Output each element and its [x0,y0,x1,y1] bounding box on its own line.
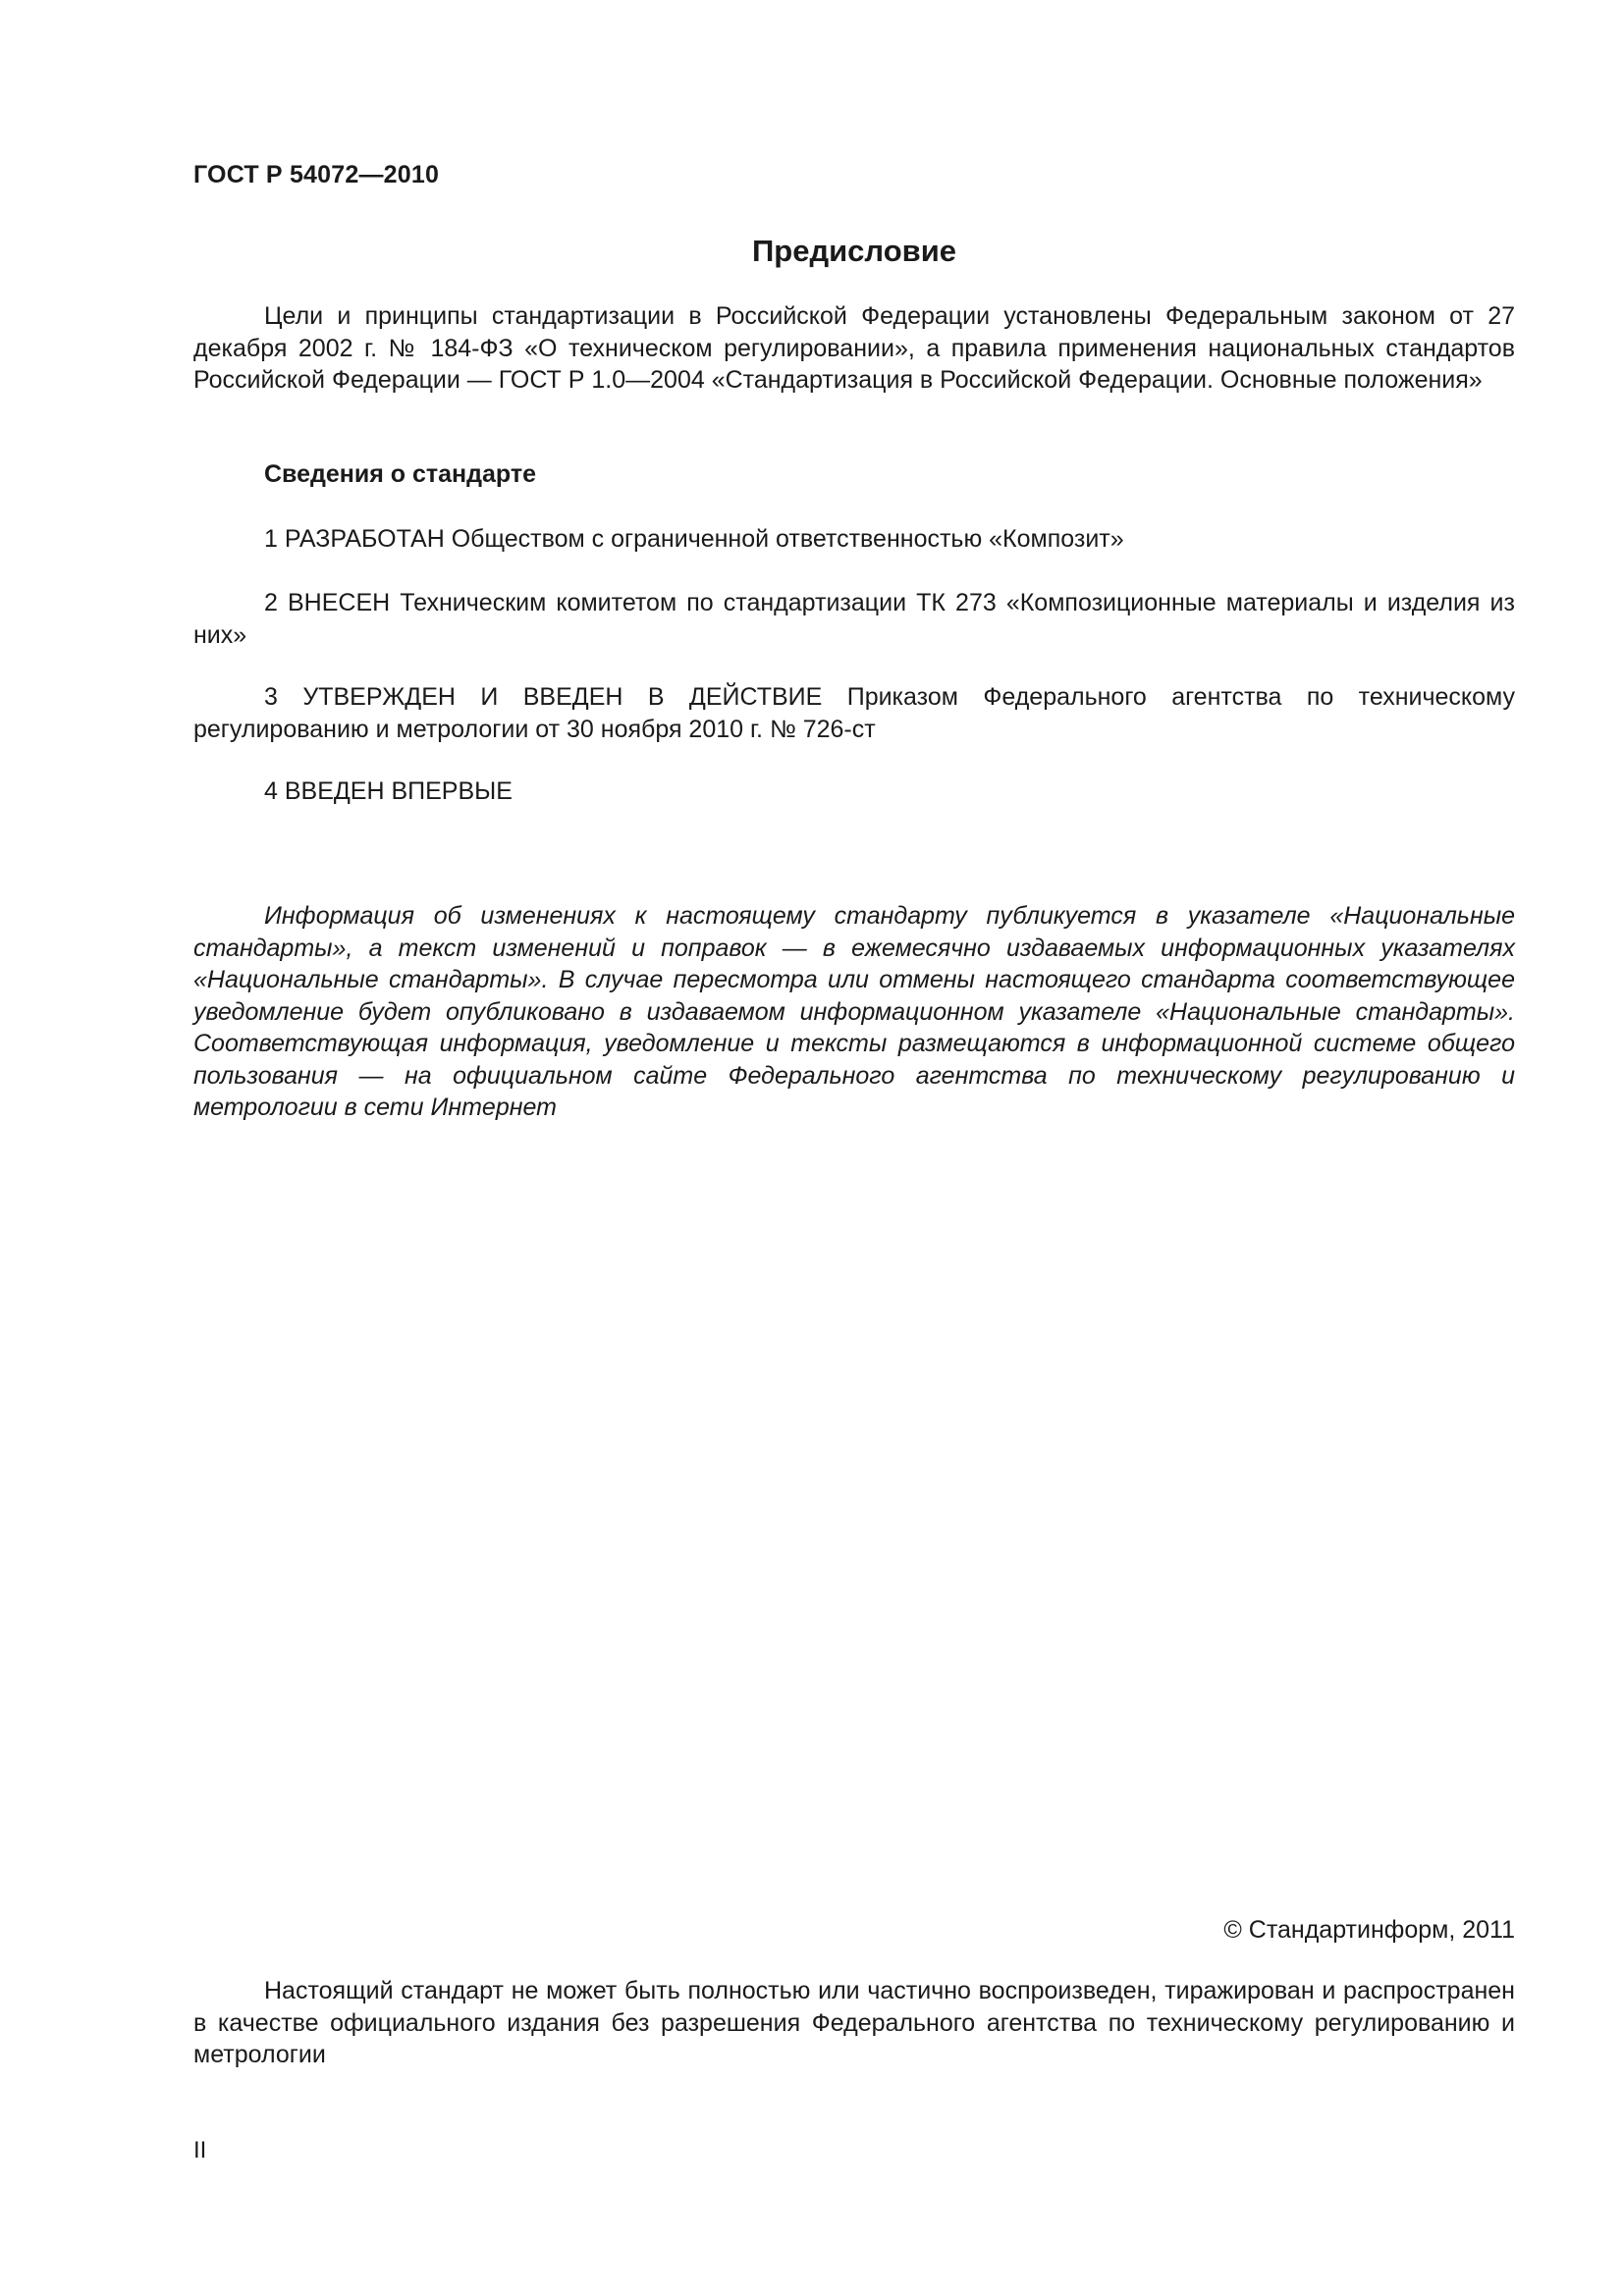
intro-paragraph [193,300,1515,397]
reproduction-notice-text: Настоящий стандарт не может быть полностью или частично воспроизведен, тиражирован и распространен в качестве официального издания без разрешения Федерального агентства по техническому регулированию и метрологии [193,1977,1515,2068]
item-1-text: 1 РАЗРАБОТАН Обществом с ограниченной ответственностью «Композит» [264,525,1124,553]
copyright-notice: © Стандартинформ, 2011 [1223,1916,1515,1944]
item-4-text: 4 ВВЕДЕН ВПЕРВЫЕ [264,777,513,805]
item-3-text: 3 УТВЕРЖДЕН И ВВЕДЕН В ДЕЙСТВИЕ Приказом Федерального агентства по техническому регулированию и метрологии от 30 ноября 2010 г. № 726-ст [193,683,1515,743]
section-heading: Сведения о стандарте [264,460,537,488]
info-note-text: Информация об изменениях к настоящему стандарту публикуется в указателе «Национальные стандарты», а текст изменений и поправок — в ежемесячно издаваемых информационных указателях «Национальные стандарты». В случае пересмотра или отмены настоящего стандарта соответствующее уведомление будет опубликовано в издаваемом информационном указателе «Национальные стандарты». Соответствующая информация, уведомление и тексты размещаются в информационной системе общего пользования — на официальном сайте Федерального агентства по техническому регулированию и метрологии в сети Интернет [193,902,1515,1121]
item-1 [193,523,1515,556]
page-number: II [193,2137,207,2163]
info-note [193,900,1515,1124]
item-4 [193,775,1515,808]
item-2 [193,587,1515,651]
item-2-text: 2 ВНЕСЕН Техническим комитетом по стандартизации ТК 273 «Композиционные материалы и изделия из них» [193,589,1515,649]
intro-text: Цели и принципы стандартизации в Российской Федерации установлены Федеральным законом от 27 декабря 2002 г. № 184-ФЗ «О техническом регулировании», а правила применения национальных стандартов Российской Федерации — ГОСТ Р 1.0—2004 «Стандартизация в Российской Федерации. Основные положения» [193,302,1515,394]
page-title: Предисловие [751,234,956,268]
reproduction-notice [193,1975,1515,2071]
standard-code: ГОСТ Р 54072—2010 [193,161,440,188]
item-3 [193,681,1515,745]
